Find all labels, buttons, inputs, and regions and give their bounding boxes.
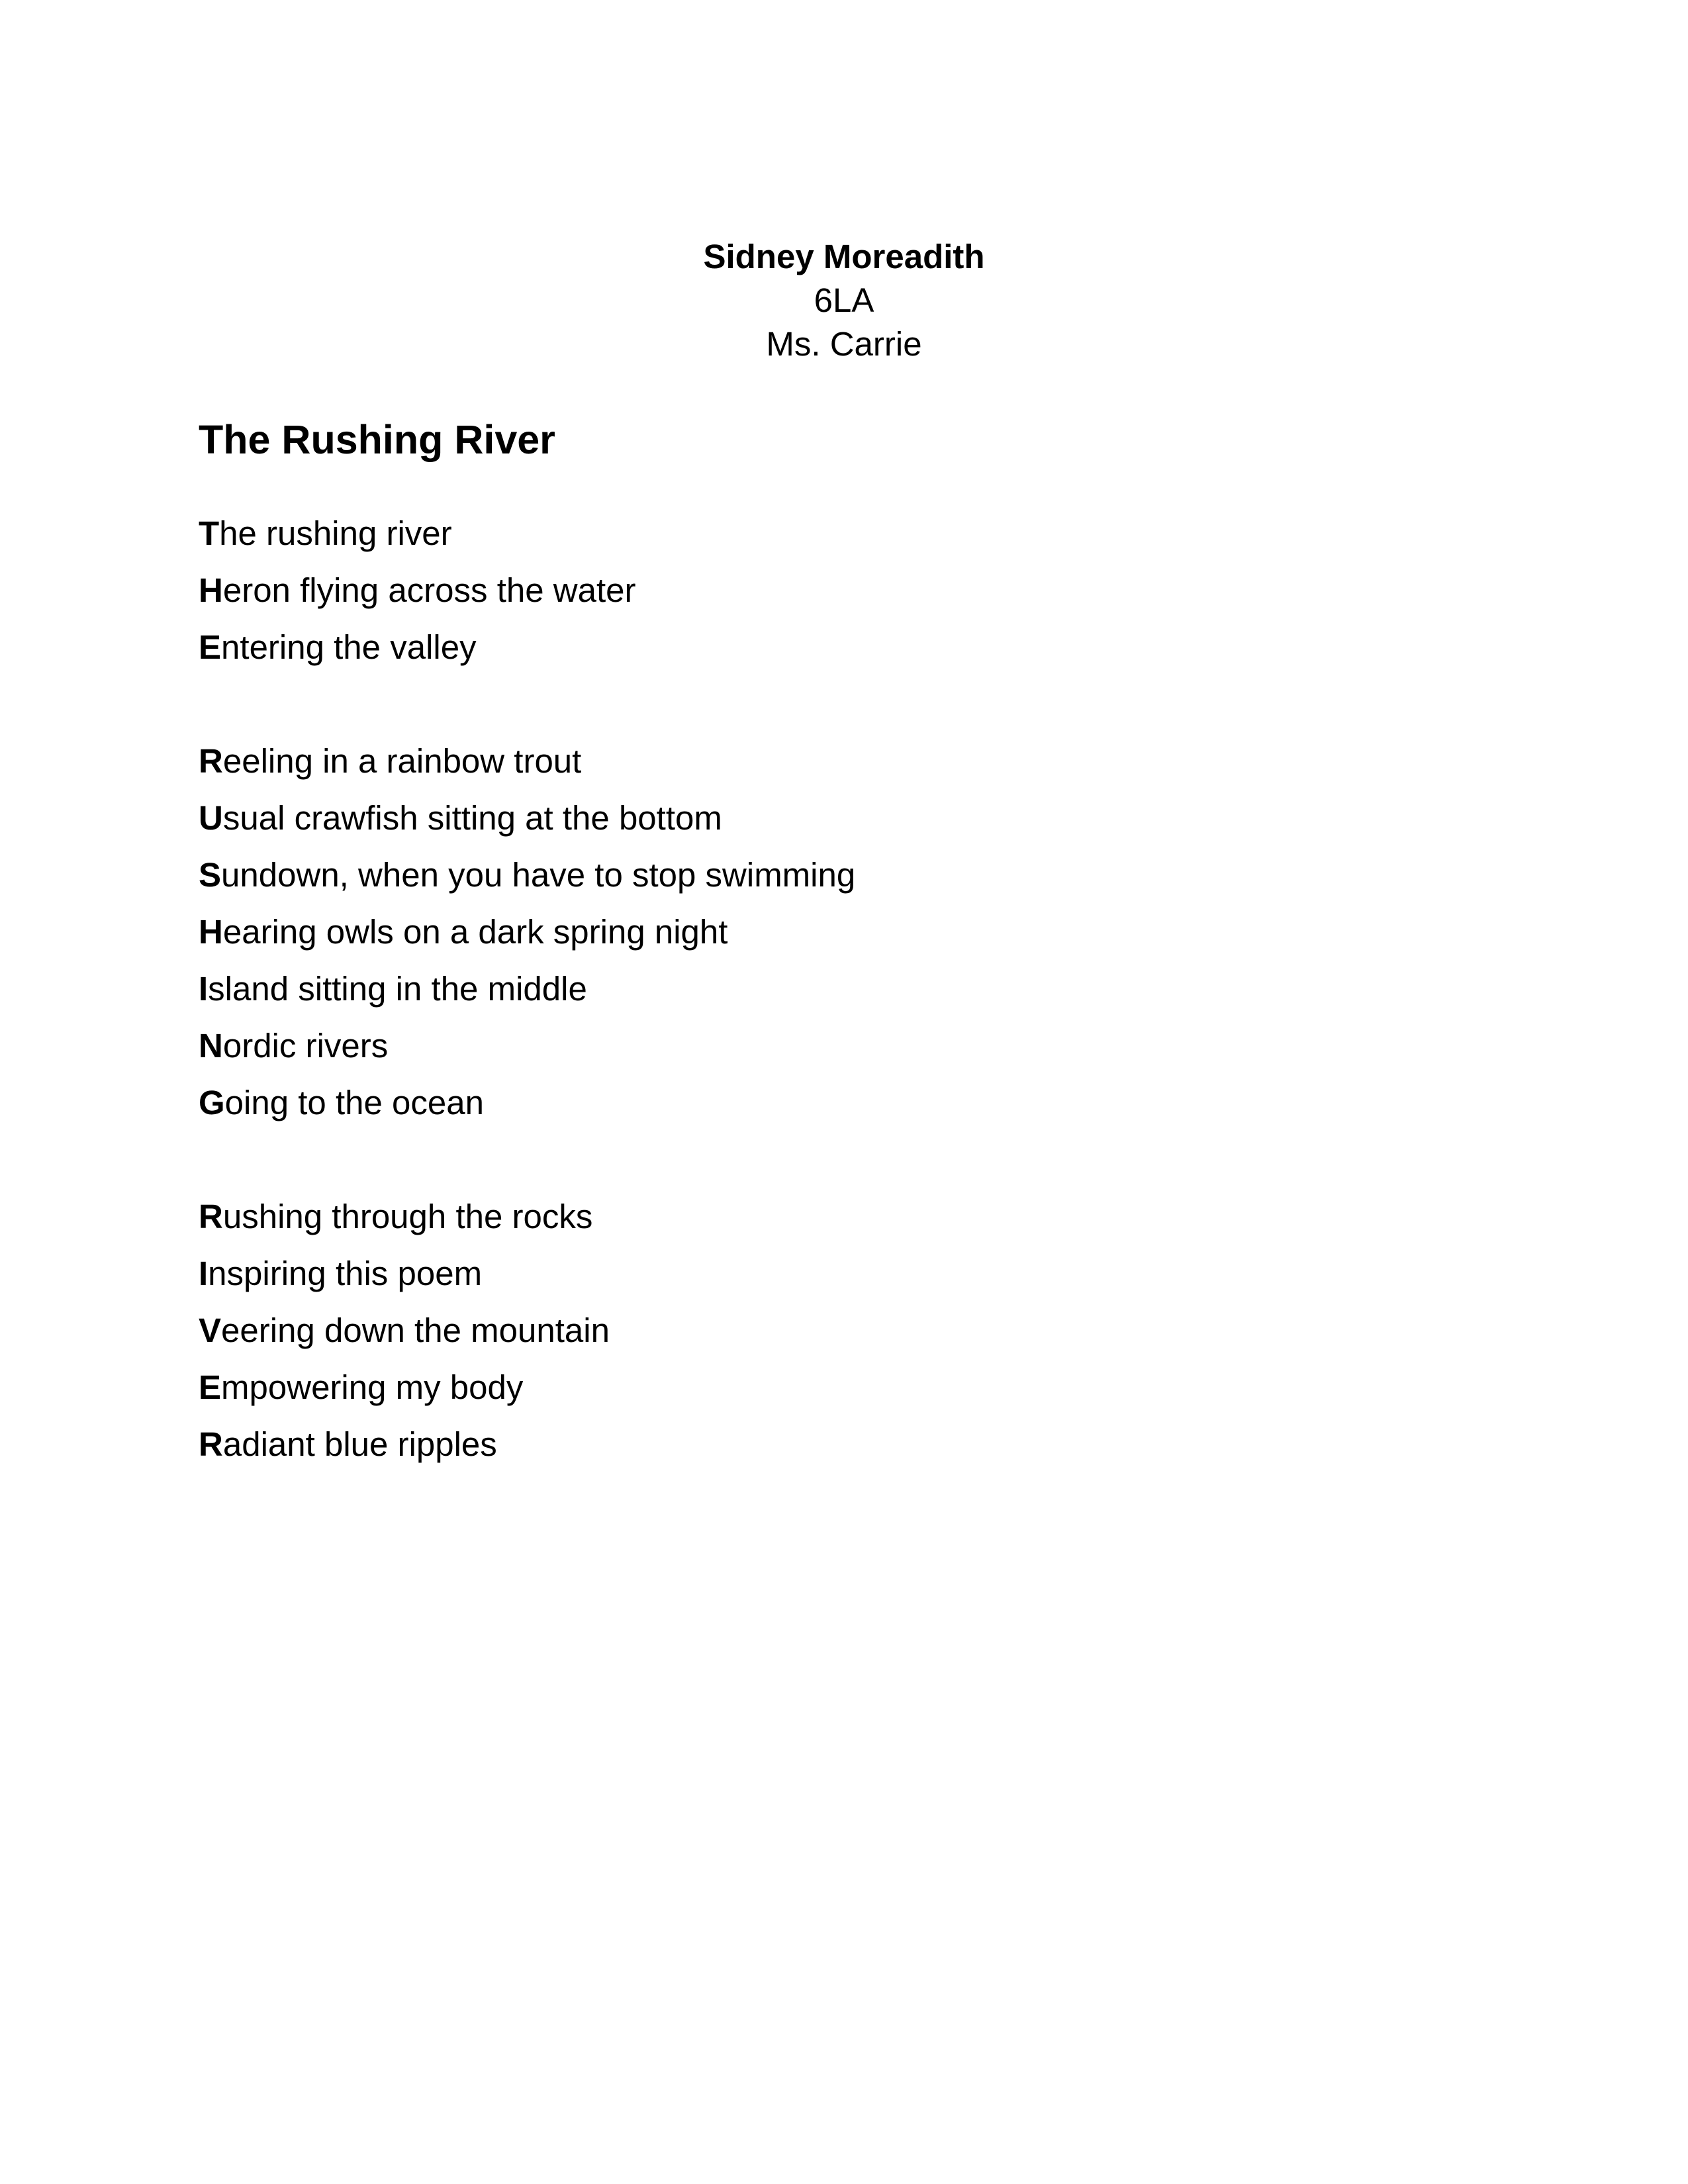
poem-line: [199, 1074, 1523, 1131]
line-initial: I: [199, 1255, 209, 1292]
line-initial: U: [199, 799, 223, 837]
line-initial: E: [199, 1368, 222, 1406]
line-initial: R: [199, 1425, 223, 1463]
line-initial: I: [199, 970, 209, 1008]
line-text: sland sitting in the middle: [208, 970, 587, 1008]
line-text: eeling in a rainbow trout: [222, 742, 582, 780]
poem-line: [199, 847, 1523, 904]
line-initial: V: [199, 1311, 222, 1349]
class-name: 6LA: [814, 281, 874, 319]
teacher-name: Ms. Carrie: [766, 325, 922, 363]
poem-line: [199, 1302, 1523, 1359]
stanza-2: [199, 733, 1523, 1131]
line-text: adiant blue ripples: [222, 1425, 497, 1463]
stanza-3: [199, 1188, 1523, 1473]
line-text: ushing through the rocks: [222, 1198, 593, 1235]
poem-line: [199, 1188, 1523, 1245]
line-initial: E: [199, 628, 222, 666]
poem-line: [199, 619, 1523, 676]
stanza-1: [199, 505, 1523, 676]
poem-line: [199, 904, 1523, 961]
poem-line: [199, 562, 1523, 619]
line-text: eering down the mountain: [221, 1311, 610, 1349]
poem-title: The Rushing River: [199, 417, 555, 462]
poem-body: [199, 505, 1523, 1473]
line-initial: G: [199, 1084, 225, 1121]
line-text: nspiring this poem: [208, 1255, 483, 1292]
poem-line: [199, 505, 1523, 562]
line-initial: R: [199, 1198, 223, 1235]
line-initial: S: [199, 856, 222, 894]
header-block: [0, 235, 1688, 366]
poem-line: [199, 961, 1523, 1018]
line-text: sual crawfish sitting at the bottom: [222, 799, 722, 837]
line-text: undown, when you have to stop swimming: [221, 856, 856, 894]
author-name: Sidney Moreadith: [703, 238, 985, 275]
poem-line: [199, 1359, 1523, 1416]
line-text: eron flying across the water: [222, 571, 636, 609]
line-initial: T: [199, 514, 220, 552]
line-text: ordic rivers: [222, 1027, 389, 1065]
poem-line: [199, 1416, 1523, 1473]
line-initial: H: [199, 571, 223, 609]
poem-line: [199, 1018, 1523, 1074]
line-initial: R: [199, 742, 223, 780]
line-text: ntering the valley: [221, 628, 477, 666]
line-text: he rushing river: [219, 514, 452, 552]
line-text: mpowering my body: [221, 1368, 524, 1406]
poem-line: [199, 790, 1523, 847]
poem-line: [199, 1245, 1523, 1302]
line-text: earing owls on a dark spring night: [222, 913, 728, 951]
line-initial: H: [199, 913, 223, 951]
poem-line: [199, 733, 1523, 790]
line-text: oing to the ocean: [224, 1084, 484, 1121]
line-initial: N: [199, 1027, 223, 1065]
